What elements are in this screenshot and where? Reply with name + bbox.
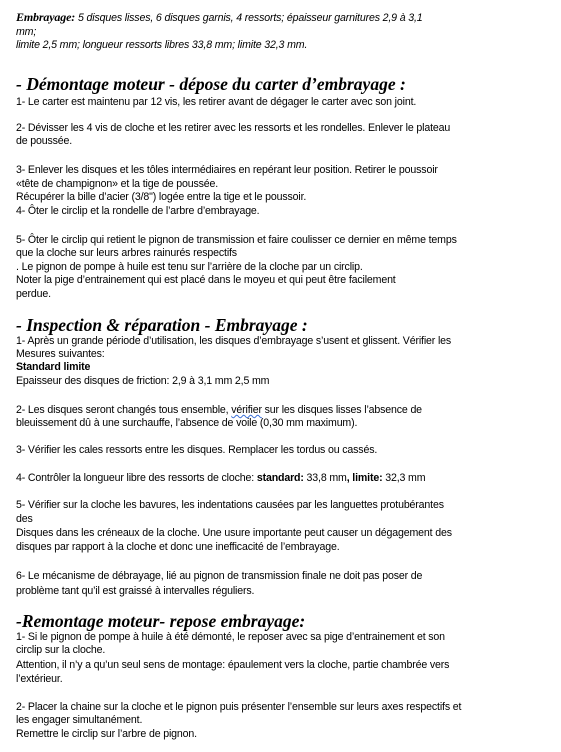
dismantle-line: que la cloche sur leurs arbres rainurés respectifs [16, 247, 237, 259]
inspection-line: problème tant qu’il est graissé à intervalles réguliers. [16, 585, 255, 597]
dismantle-line: perdue. [16, 288, 51, 300]
inspection-text: sur les disques lisses l’absence de [261, 404, 422, 416]
dismantle-line: . Le pignon de pompe à huile est tenu sur l’arrière de la cloche par un circlip. [16, 261, 363, 273]
reassembly-line: l’extérieur. [16, 673, 63, 685]
inspection-line: 3- Vérifier les cales ressorts entre les disques. Remplacer les tordus ou cassés. [16, 444, 378, 456]
inspection-standard-value: 33,8 mm [303, 472, 347, 484]
inspection-standard-limite: Standard limite [16, 361, 91, 373]
dismantle-line: Noter la pige d’entrainement qui est placé dans le moyeu et qui peut être facilement [16, 274, 396, 286]
inspection-line: bleuissement dû à une surchauffe, l’absence de voile (0,30 mm maximum). [16, 417, 358, 429]
inspection-line: des [16, 513, 33, 525]
inspection-standard-label: standard: [256, 472, 304, 484]
inspection-line [16, 472, 425, 485]
dismantle-line: Récupérer la bille d’acier (3/8") logée entre la tige et le poussoir. [16, 191, 307, 203]
inspection-limite-value: 32,3 mm [382, 472, 426, 484]
dismantle-line: 2- Dévisser les 4 vis de cloche et les retirer avec les ressorts et les rondelles. Enlever le plateau [16, 122, 451, 134]
inspection-line [16, 404, 422, 417]
inspection-line: 6- Le mécanisme de débrayage, lié au pignon de transmission finale ne doit pas poser de [16, 570, 423, 582]
dismantle-line: de poussée. [16, 135, 73, 147]
inspection-limite-label: , limite: [346, 472, 383, 484]
intro-line-2: mm; [16, 26, 37, 38]
dismantle-line: 4- Ôter le circlip et la rondelle de l’arbre d’embrayage. [16, 205, 260, 217]
intro-line-1 [16, 11, 423, 25]
reassembly-line: Attention, il n’y a qu’un seul sens de montage: épaulement vers la cloche, partie chambrée vers [16, 659, 450, 671]
reassembly-line: 2- Placer la chaine sur la cloche et le pignon puis présenter l’ensemble sur leurs axes respectifs et [16, 701, 462, 713]
intro-text-1: 5 disques lisses, 6 disques garnis, 4 ressorts; épaisseur garnitures 2,9 à 3,1 [75, 12, 423, 24]
inspection-text: 4- Contrôler la longueur libre des ressorts de cloche: [16, 472, 257, 484]
reassembly-heading: -Remontage moteur- repose embrayage: [16, 611, 306, 631]
reassembly-line: 1- Si le pignon de pompe à huile à été démonté, le reposer avec sa pige d’entrainement et son [16, 631, 445, 643]
intro-line-3: limite 2,5 mm; longueur ressorts libres 33,8 mm; limite 32,3 mm. [16, 39, 308, 51]
inspection-line: 1- Après un grande période d’utilisation, les disques d’embrayage s’usent et glissent. Vérifier les [16, 335, 452, 347]
inspection-line: Epaisseur des disques de friction: 2,9 à 3,1 mm 2,5 mm [16, 375, 270, 387]
inspection-line: 5- Vérifier sur la cloche les bavures, les indentations causées par les languettes protubérantes [16, 499, 444, 511]
dismantle-line: 3- Enlever les disques et les tôles intermédiaires en repérant leur position. Retirer le poussoir [16, 164, 438, 176]
inspection-line: Mesures suivantes: [16, 348, 105, 360]
dismantle-line: 5- Ôter le circlip qui retient le pignon de transmission et faire coulisser ce dernier en même temps [16, 234, 457, 246]
inspection-verifier-word: vérifier [231, 404, 262, 416]
reassembly-line: Remettre le circlip sur l’arbre de pignon. [16, 728, 197, 740]
inspection-line: Disques dans les créneaux de la cloche. Une usure importante peut causer un dégagement des [16, 527, 452, 539]
intro-label: Embrayage: [16, 10, 76, 24]
dismantle-heading: - Démontage moteur - dépose du carter d’embrayage : [16, 74, 406, 94]
reassembly-line: circlip sur la cloche. [16, 644, 106, 656]
inspection-line: disques par rapport à la cloche et donc une inefficacité de l’embrayage. [16, 541, 340, 553]
dismantle-line: «tête de champignon» et la tige de poussée. [16, 178, 219, 190]
dismantle-line: 1- Le carter est maintenu par 12 vis, les retirer avant de dégager le carter avec son joint. [16, 96, 417, 108]
reassembly-line: les engager simultanément. [16, 714, 143, 726]
inspection-text: 2- Les disques seront changés tous ensemble, [16, 404, 232, 416]
inspection-heading: - Inspection & réparation - Embrayage : [16, 315, 308, 335]
